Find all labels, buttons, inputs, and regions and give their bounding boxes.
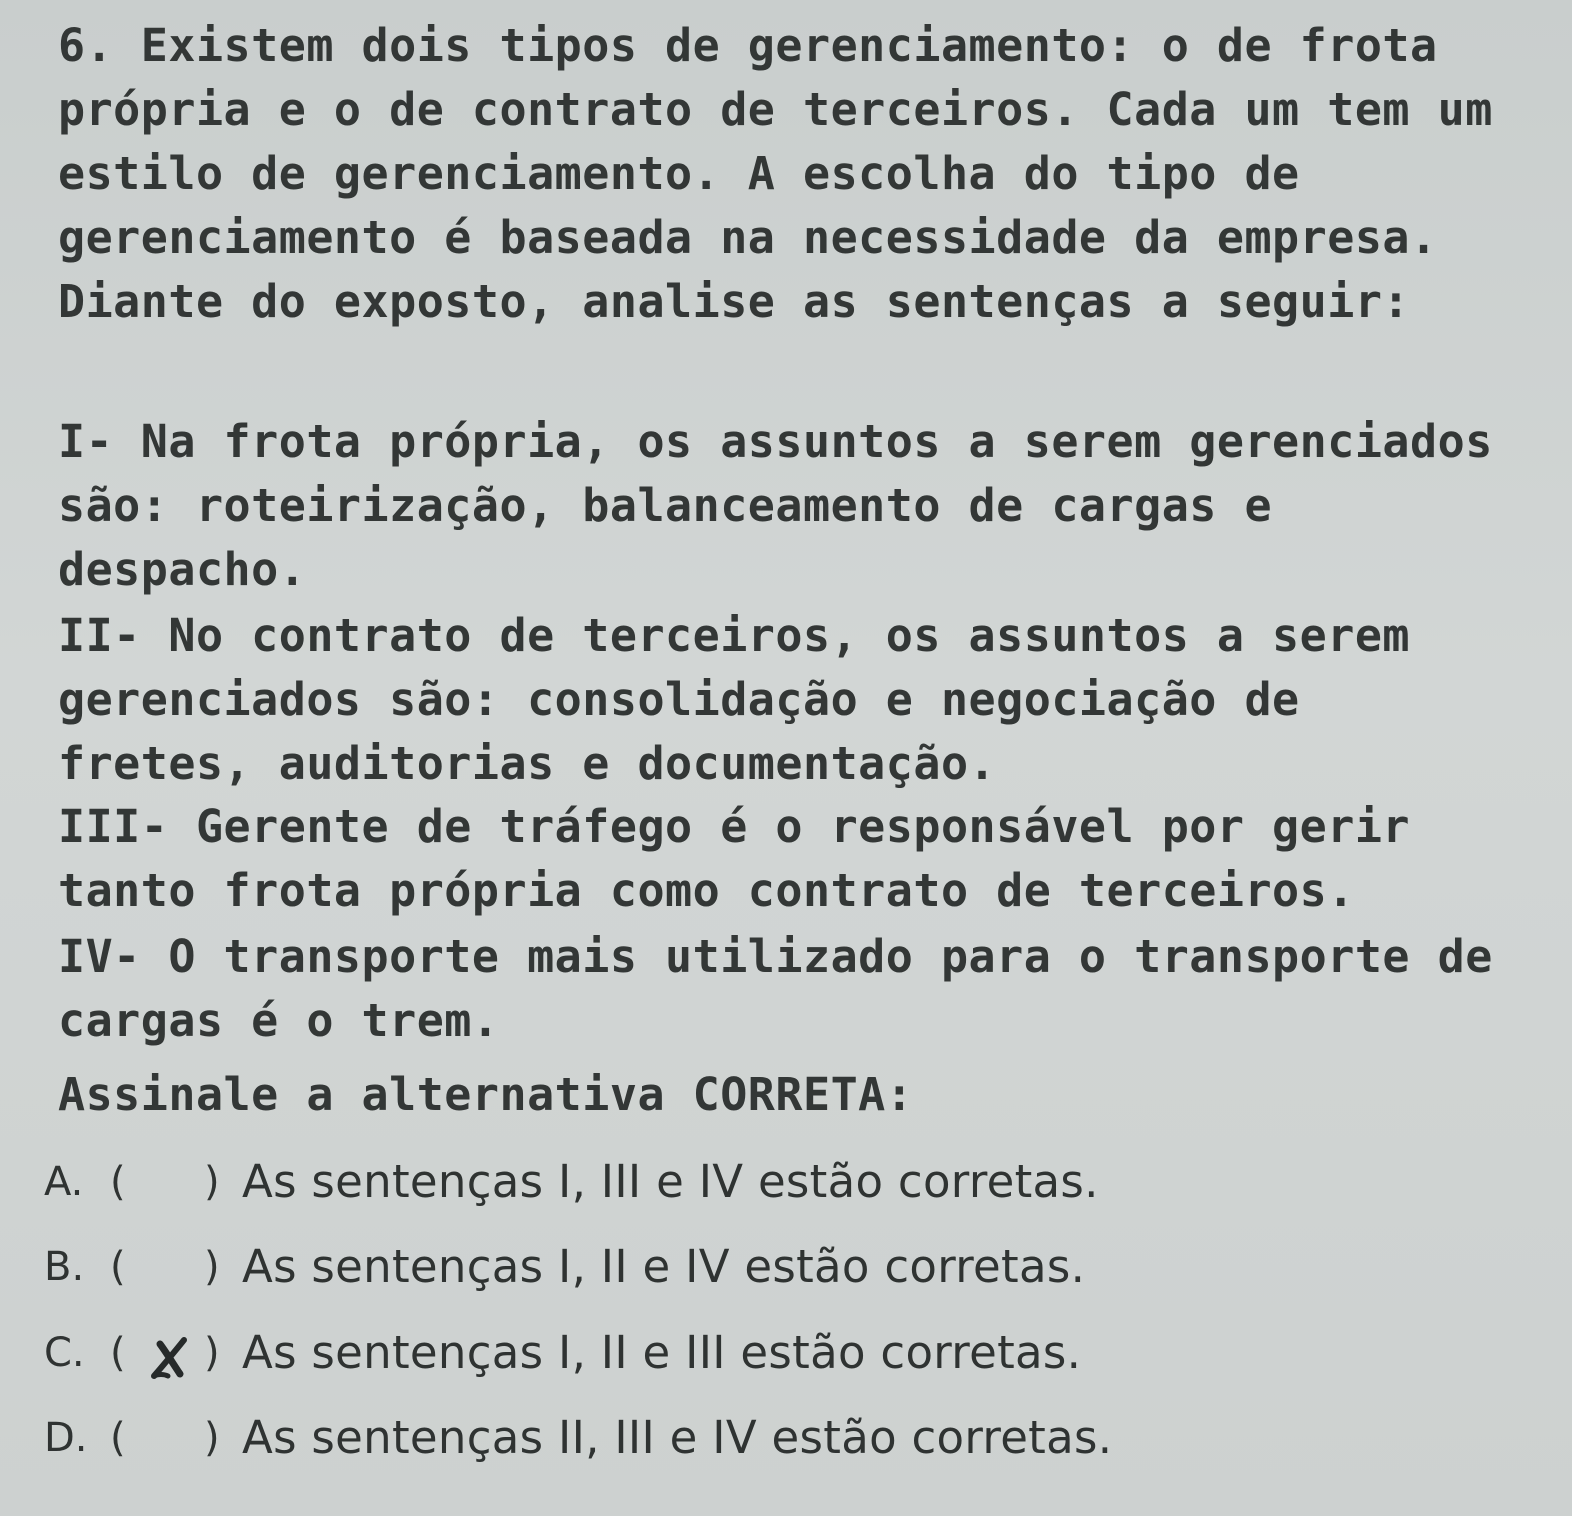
option-a[interactable] bbox=[44, 1147, 1524, 1217]
option-text: As sentenças I, III e IV estão corretas. bbox=[242, 1155, 1099, 1208]
option-letter: D. bbox=[44, 1415, 88, 1461]
option-paren-open: ( bbox=[110, 1159, 126, 1205]
option-text: As sentenças I, II e IV estão corretas. bbox=[242, 1240, 1086, 1293]
option-paren-close: ) bbox=[204, 1330, 220, 1376]
handwritten-x-mark-icon bbox=[140, 1330, 200, 1382]
option-c[interactable] bbox=[44, 1318, 1524, 1388]
option-text: As sentenças I, II e III estão corretas. bbox=[242, 1326, 1082, 1379]
statement-iv: IV- O transporte mais utilizado para o transporte de cargas é o trem. bbox=[58, 930, 1493, 1047]
option-letter: C. bbox=[44, 1330, 85, 1376]
option-letter: A. bbox=[44, 1159, 84, 1205]
option-letter: B. bbox=[44, 1244, 85, 1290]
option-b[interactable] bbox=[44, 1232, 1524, 1302]
option-paren-close: ) bbox=[204, 1415, 220, 1461]
option-paren-close: ) bbox=[204, 1159, 220, 1205]
instruction-text: Assinale a alternativa CORRETA: bbox=[58, 1068, 914, 1121]
option-d[interactable] bbox=[44, 1403, 1524, 1473]
question-prompt: 6. Existem dois tipos de gerenciamento: o de frota própria e o de contrato de terceiros. Cada um tem um estilo de gerenciamento. A escolha do tipo de gerenciamento é baseada na necessidade da empresa. Diante do exposto, analise as sentenças a seguir: bbox=[58, 19, 1493, 328]
option-paren-open: ( bbox=[110, 1415, 126, 1461]
option-paren-close: ) bbox=[204, 1244, 220, 1290]
statement-ii: II- No contrato de terceiros, os assuntos a serem gerenciados são: consolidação e negociação de fretes, auditorias e documentação. bbox=[58, 609, 1411, 790]
statement-i: I- Na frota própria, os assuntos a serem gerenciados são: roteirização, balanceamento de cargas e despacho. bbox=[58, 415, 1493, 596]
option-paren-open: ( bbox=[110, 1330, 126, 1376]
option-paren-open: ( bbox=[110, 1244, 126, 1290]
statement-iii: III- Gerente de tráfego é o responsável por gerir tanto frota própria como contrato de terceiros. bbox=[58, 800, 1411, 917]
option-text: As sentenças II, III e IV estão corretas. bbox=[242, 1411, 1113, 1464]
